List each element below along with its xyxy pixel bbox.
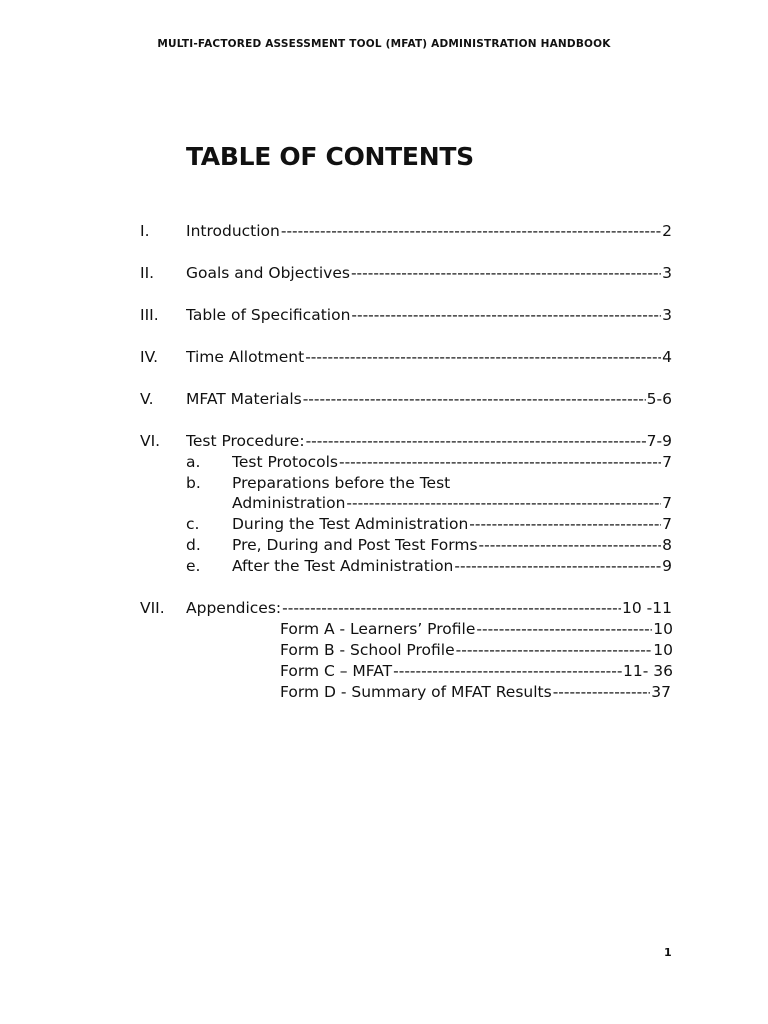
toc-entry-text: Goals and Objectives bbox=[186, 264, 350, 282]
dot-leader bbox=[454, 555, 661, 577]
toc-subrow-during-test bbox=[0, 513, 768, 535]
toc-entry-text: Table of Specification bbox=[186, 306, 351, 324]
toc-page-number: 7 bbox=[662, 515, 672, 533]
toc-row-goals bbox=[0, 262, 768, 284]
toc-entry[interactable] bbox=[232, 451, 672, 473]
toc-entry-text: Time Allotment bbox=[186, 348, 305, 366]
toc-entry-text: MFAT Materials bbox=[186, 390, 302, 408]
toc-number: VII. bbox=[140, 599, 165, 617]
toc-entry-text: Pre, During and Post Test Forms bbox=[232, 536, 478, 554]
toc-subrow-test-forms bbox=[0, 534, 768, 556]
toc-page-number: 2 bbox=[662, 222, 672, 240]
dot-leader bbox=[393, 660, 622, 682]
toc-number: VI. bbox=[140, 432, 161, 450]
toc-subrow-preparations bbox=[0, 472, 768, 494]
toc-sub-letter: d. bbox=[186, 536, 201, 554]
toc-page-number: 10 bbox=[653, 641, 673, 659]
dot-leader bbox=[305, 346, 661, 368]
toc-entry[interactable] bbox=[186, 346, 672, 368]
toc-entry-text: Form D - Summary of MFAT Results bbox=[280, 683, 552, 701]
dot-leader bbox=[282, 597, 621, 619]
dot-leader bbox=[346, 492, 661, 514]
dot-leader bbox=[469, 513, 661, 535]
toc-sub-letter: b. bbox=[186, 474, 201, 492]
dot-leader bbox=[351, 262, 661, 284]
toc-entry[interactable] bbox=[232, 555, 672, 577]
toc-row-materials bbox=[0, 388, 768, 410]
toc-entry-text[interactable]: Preparations before the Test bbox=[232, 474, 451, 492]
toc-subrow-after-test bbox=[0, 555, 768, 577]
running-header: MULTI-FACTORED ASSESSMENT TOOL (MFAT) ADMINISTRATION HANDBOOK bbox=[157, 38, 611, 50]
toc-page-number: 4 bbox=[662, 348, 672, 366]
toc-page-number: 7 bbox=[662, 453, 672, 471]
toc-subrow-test-protocols bbox=[0, 451, 768, 473]
toc-entry[interactable] bbox=[280, 681, 671, 703]
toc-row-specification bbox=[0, 304, 768, 326]
toc-row-test-procedure bbox=[0, 430, 768, 452]
dot-leader bbox=[306, 430, 646, 452]
dot-leader bbox=[281, 220, 661, 242]
toc-page-number: 10 -11 bbox=[622, 599, 672, 617]
dot-leader bbox=[476, 618, 652, 640]
dot-leader bbox=[553, 681, 651, 703]
toc-entry-text: Form A - Learners’ Profile bbox=[280, 620, 476, 638]
toc-page-number: 7-9 bbox=[646, 432, 672, 450]
toc-entry-text: Administration bbox=[232, 494, 346, 512]
toc-number: III. bbox=[140, 306, 159, 324]
toc-number: I. bbox=[140, 222, 150, 240]
toc-subrow-form-d bbox=[0, 681, 768, 703]
toc-sub-letter: c. bbox=[186, 515, 200, 533]
toc-entry-text: Test Procedure: bbox=[186, 432, 305, 450]
toc-row-time-allotment bbox=[0, 346, 768, 368]
dot-leader bbox=[339, 451, 661, 473]
dot-leader bbox=[479, 534, 662, 556]
toc-entry-text: After the Test Administration bbox=[232, 557, 454, 575]
toc-number: V. bbox=[140, 390, 154, 408]
toc-entry-text: Test Protocols bbox=[232, 453, 338, 471]
toc-subrow-form-a bbox=[0, 618, 768, 640]
toc-page-number: 9 bbox=[662, 557, 672, 575]
toc-row-appendices bbox=[0, 597, 768, 619]
dot-leader bbox=[456, 639, 653, 661]
toc-entry[interactable] bbox=[280, 618, 673, 640]
toc-subrow-form-b bbox=[0, 639, 768, 661]
toc-subrow-form-c bbox=[0, 660, 768, 682]
page-number: 1 bbox=[664, 946, 672, 959]
dot-leader bbox=[351, 304, 661, 326]
toc-entry[interactable] bbox=[232, 534, 672, 556]
toc-entry[interactable] bbox=[186, 388, 672, 410]
toc-entry[interactable] bbox=[232, 513, 672, 535]
toc-entry-text: Form B - School Profile bbox=[280, 641, 455, 659]
toc-entry[interactable] bbox=[186, 304, 672, 326]
toc-number: II. bbox=[140, 264, 155, 282]
toc-subrow-preparations-cont bbox=[0, 492, 768, 514]
toc-page-number: 7 bbox=[662, 494, 672, 512]
toc-entry-text: Introduction bbox=[186, 222, 280, 240]
toc-entry[interactable] bbox=[186, 262, 672, 284]
toc-entry-text: Form C – MFAT bbox=[280, 662, 393, 680]
toc-entry[interactable] bbox=[186, 220, 672, 242]
toc-page-number: 3 bbox=[662, 264, 672, 282]
toc-entry[interactable] bbox=[232, 492, 672, 514]
toc-entry[interactable] bbox=[280, 639, 673, 661]
toc-page-number: 5-6 bbox=[646, 390, 672, 408]
dot-leader bbox=[303, 388, 646, 410]
toc-entry[interactable] bbox=[186, 597, 672, 619]
toc-page-number: 11- 36 bbox=[623, 662, 673, 680]
toc-page-number: 37 bbox=[651, 683, 671, 701]
toc-page-number: 10 bbox=[653, 620, 673, 638]
toc-page-number: 3 bbox=[662, 306, 672, 324]
toc-entry[interactable] bbox=[186, 430, 672, 452]
toc-number: IV. bbox=[140, 348, 159, 366]
toc-sub-letter: e. bbox=[186, 557, 201, 575]
toc-entry-text: During the Test Administration bbox=[232, 515, 469, 533]
page-title: TABLE OF CONTENTS bbox=[186, 142, 474, 171]
toc-sub-letter: a. bbox=[186, 453, 201, 471]
toc-row-introduction bbox=[0, 220, 768, 242]
toc-entry-text: Appendices: bbox=[186, 599, 282, 617]
toc-entry[interactable] bbox=[280, 660, 673, 682]
toc-page-number: 8 bbox=[662, 536, 672, 554]
